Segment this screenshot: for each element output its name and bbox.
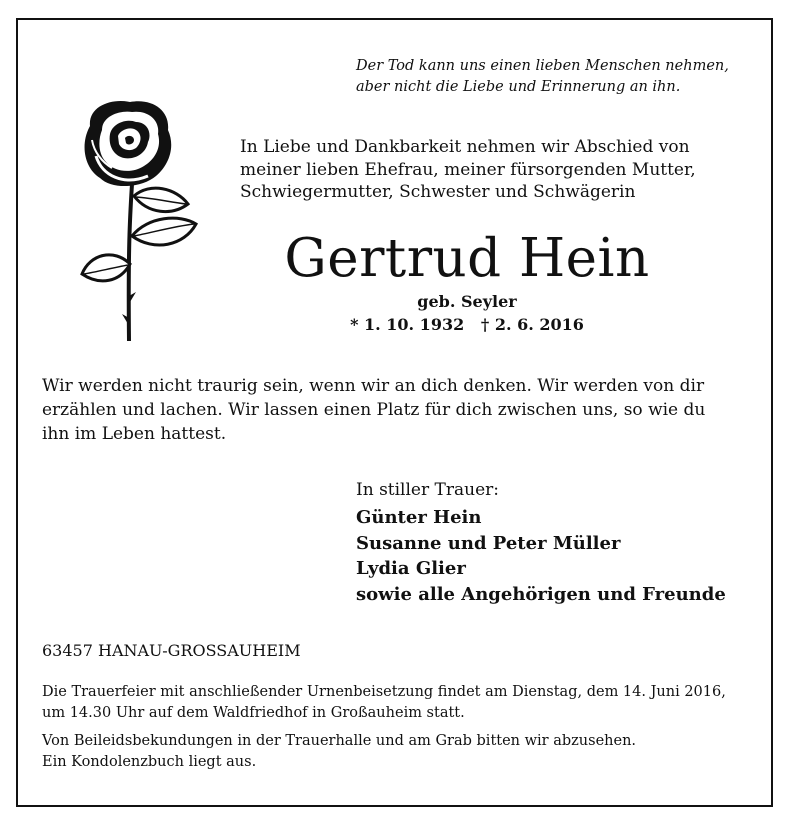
rose-icon <box>72 96 202 342</box>
quote-line: aber nicht die Liebe und Erinnerung an ihn. <box>356 79 681 95</box>
intro-line: Schwiegermutter, Schwester und Schwägerin <box>240 182 636 202</box>
memorial-line: Wir werden nicht traurig sein, wenn wir an dich denken. Wir werden von dir <box>42 376 705 396</box>
funeral-notice-line: Die Trauerfeier mit anschließender Urnenbeisetzung findet am Dienstag, dem 14. Juni 2016, <box>42 684 726 700</box>
life-dates: * 1. 10. 1932 † 2. 6. 2016 <box>350 315 584 334</box>
intro-line: meiner lieben Ehefrau, meiner fürsorgenden Mutter, <box>240 159 696 180</box>
quote <box>356 56 766 98</box>
mourning-label: In stiller Trauer: <box>356 480 499 500</box>
memorial-line: erzählen und lachen. Wir lassen einen Platz für dich zwischen uns, so wie du <box>42 400 706 420</box>
condolence-notice <box>42 731 762 773</box>
maiden-name: geb. Seyler <box>417 292 517 311</box>
condolence-notice-line: Ein Kondolenzbuch liegt aus. <box>42 754 257 770</box>
mourners-list <box>356 505 766 607</box>
intro-line: In Liebe und Dankbarkeit nehmen wir Abschied von <box>240 137 690 157</box>
memorial-text <box>42 374 754 446</box>
mourner-name: Susanne und Peter Müller <box>356 532 621 554</box>
condolence-notice-line: Von Beileidsbekundungen in der Trauerhalle und am Grab bitten wir abzusehen. <box>42 733 637 749</box>
location: 63457 HANAU-GROSSAUHEIM <box>42 641 301 660</box>
mourner-name: sowie alle Angehörigen und Freunde <box>356 583 726 605</box>
mourner-name: Lydia Glier <box>356 558 466 579</box>
memorial-line: ihn im Leben hattest. <box>42 424 227 444</box>
funeral-notice-line: um 14.30 Uhr auf dem Waldfriedhof in Großauheim statt. <box>42 705 465 721</box>
intro-text <box>240 136 760 204</box>
funeral-notice <box>42 682 762 724</box>
deceased-name: Gertrud Hein <box>284 228 650 289</box>
mourner-name: Günter Hein <box>356 507 482 528</box>
quote-line: Der Tod kann uns einen lieben Menschen nehmen, <box>356 58 729 74</box>
